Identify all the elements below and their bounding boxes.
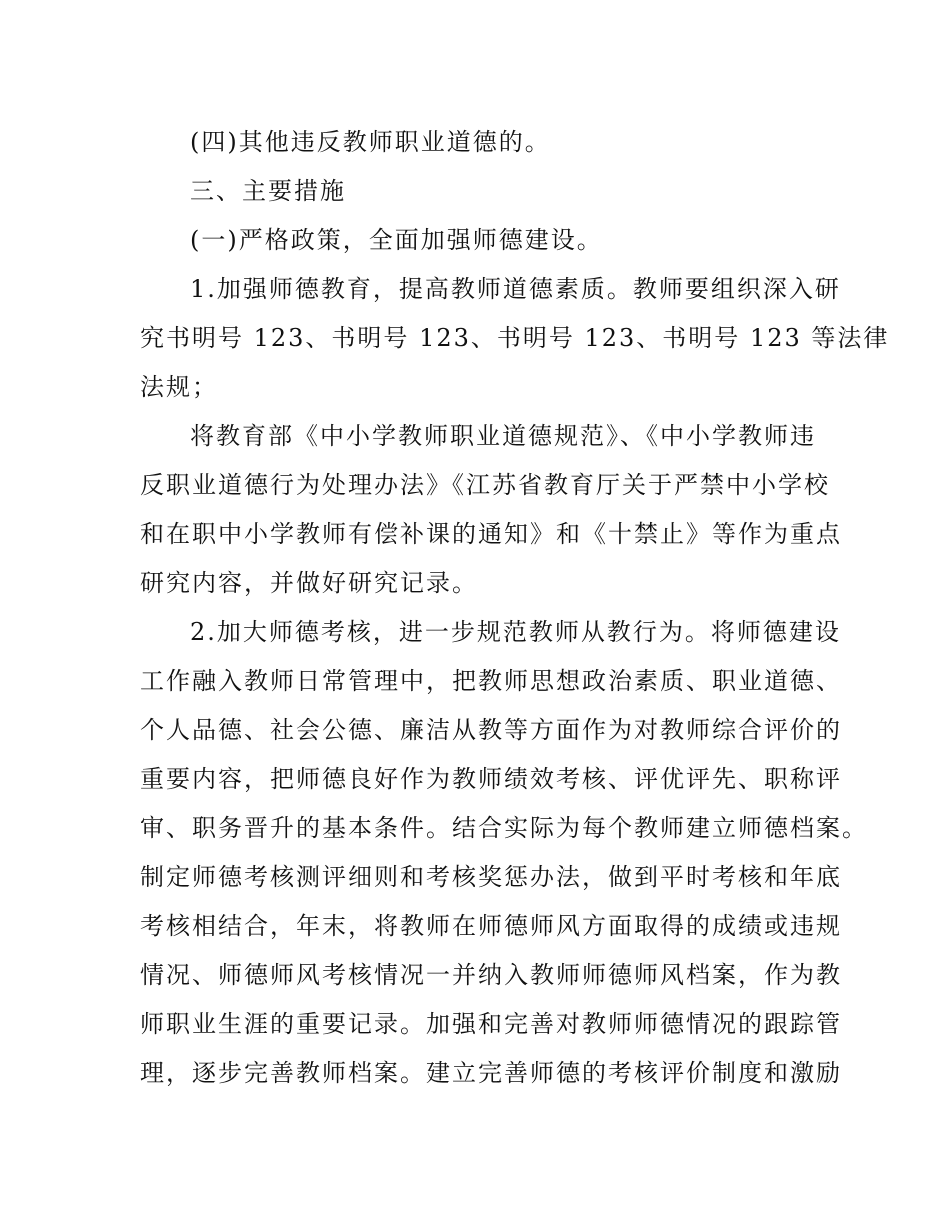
text-line: 个人品德、社会公德、廉洁从教等方面作为对教师综合评价的: [140, 716, 842, 744]
text-line: 2.加大师德考核，进一步规范教师从教行为。将师德建设: [190, 618, 841, 646]
text-line: 制定师德考核测评细则和考核奖惩办法，做到平时考核和年底: [140, 863, 842, 891]
text-line: 和在职中小学教师有偿补课的通知》和《十禁止》等作为重点: [140, 520, 842, 548]
text-line: 反职业道德行为处理办法》《江苏省教育厅关于严禁中小学校: [140, 471, 830, 499]
text-line: 1.加强师德教育，提高教师道德素质。教师要组织深入研: [190, 275, 841, 303]
section-heading: 三、主要措施: [190, 177, 346, 205]
subsection-heading: (一)严格政策，全面加强师德建设。: [190, 226, 603, 254]
text-line: 法规；: [140, 373, 218, 401]
text-line: 考核相结合，年末，将教师在师德师风方面取得的成绩或违规: [140, 912, 842, 940]
text-line: 审、职务晋升的基本条件。结合实际为每个教师建立师德档案。: [140, 814, 868, 842]
text-line: 师职业生涯的重要记录。加强和完善对教师师德情况的跟踪管: [140, 1010, 842, 1038]
text-line: 理，逐步完善教师档案。建立完善师德的考核评价制度和激励: [140, 1059, 842, 1087]
text-line: 工作融入教师日常管理中，把教师思想政治素质、职业道德、: [140, 667, 842, 695]
text-line: 将教育部《中小学教师职业道德规范》、《中小学教师违: [190, 422, 816, 450]
text-line: 情况、师德师风考核情况一并纳入教师师德师风档案，作为教: [140, 961, 842, 989]
text-line: 究书明号 123、书明号 123、书明号 123、书明号 123 等法律: [140, 324, 890, 352]
document-body: [140, 118, 890, 1098]
text-line: (四)其他违反教师职业道德的。: [190, 128, 551, 156]
text-line: 重要内容，把师德良好作为教师绩效考核、评优评先、职称评: [140, 765, 842, 793]
text-line: 研究内容，并做好研究记录。: [140, 569, 478, 597]
